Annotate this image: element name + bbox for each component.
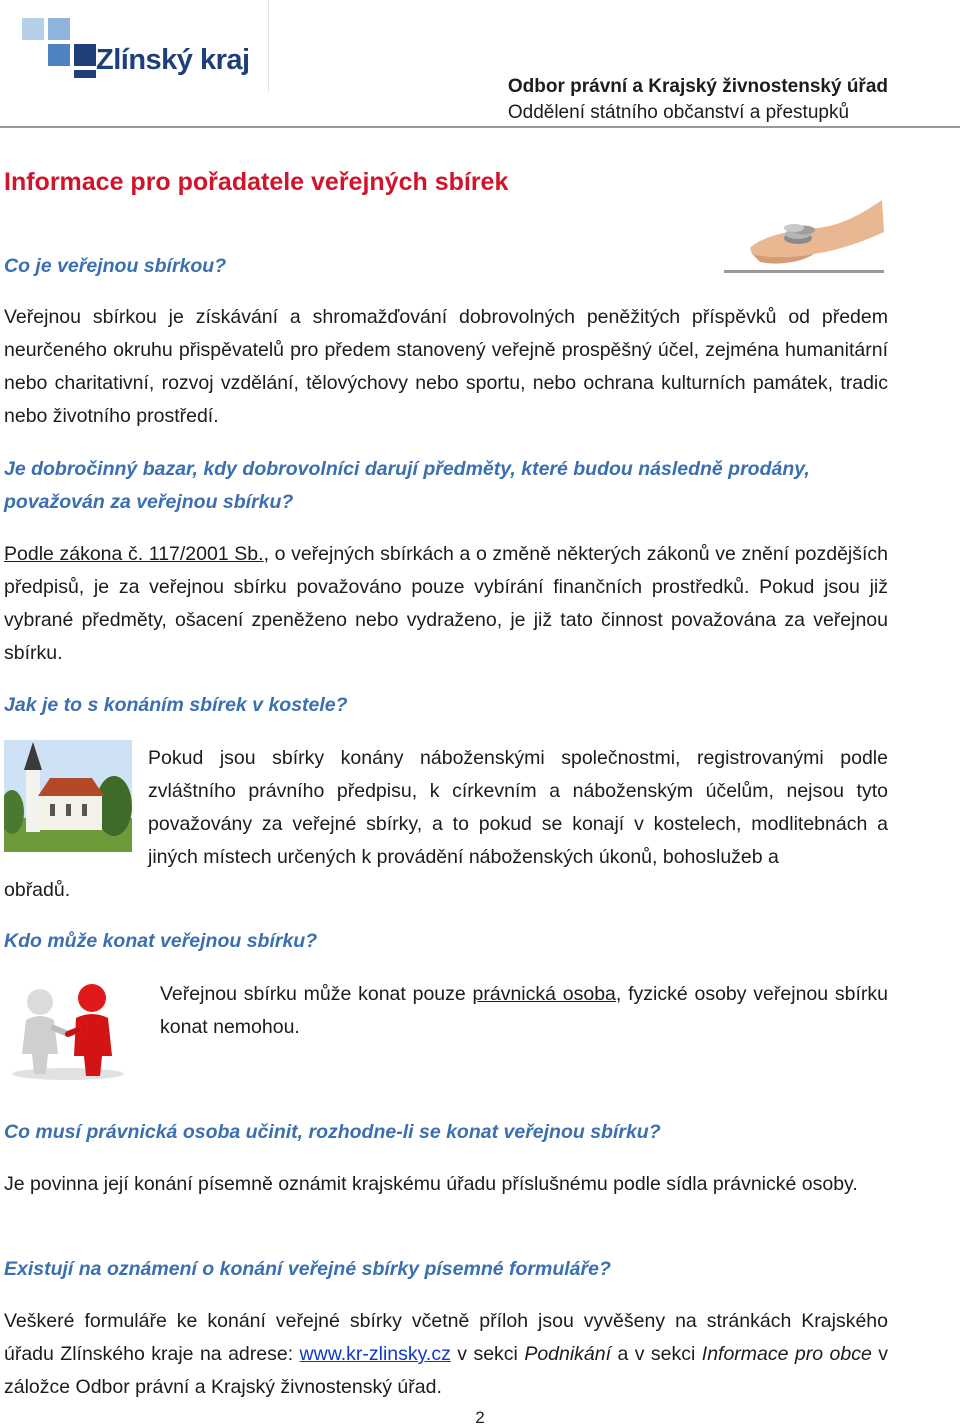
section-name: Oddělení státního občanství a přestupků bbox=[507, 102, 850, 123]
handshake-people-illustration bbox=[4, 974, 132, 1082]
header-divider bbox=[268, 0, 269, 92]
header-rule bbox=[0, 126, 960, 128]
logo-text: Zlínský kraj bbox=[96, 44, 250, 76]
kr-zlinsky-link[interactable]: www.kr-zlinsky.cz bbox=[299, 1343, 451, 1365]
answer-church-collections-tail: obřadů. bbox=[4, 879, 71, 901]
answer-legal-entity-duty: Je povinna její konání písemně oznámit krajskému úřadu příslušnému podle sídla právnické osoby. bbox=[4, 1173, 858, 1195]
question-church-collections: Jak je to s konáním sbírek v kostele? bbox=[4, 694, 348, 716]
department-block bbox=[508, 74, 888, 126]
zlinsky-kraj-logo bbox=[22, 18, 272, 88]
question-what-is-public-collection: Co je veřejnou sbírkou? bbox=[4, 255, 227, 277]
department-name: Odbor právní a Krajský živnostenský úřad bbox=[507, 76, 888, 97]
legal-entity-term: právnická osoba bbox=[472, 983, 616, 1005]
answer-church-collections: Pokud jsou sbírky konány náboženskými společnostmi, registrovanými podle zvláštního právního předpisu, k církevním a náboženským účelům, nejsou tyto považovány za veřejné sbírky, a to pokud se konají v kostelech, modlitebnách a jiných místech určených k provádění náboženských úkonů, bohoslužeb a bbox=[148, 747, 888, 868]
question-who-can-organize: Kdo může konat veřejnou sbírku? bbox=[4, 930, 318, 952]
page-number: 2 bbox=[475, 1408, 485, 1427]
answer-what-is-public-collection: Veřejnou sbírkou je získávání a shromažďování dobrovolných peněžitých příspěvků od předem neurčeného okruhu přispěvatelů pro předem stanovený veřejně prospěšný účel, zejména humanitární nebo charitativní, rozvoj vzdělání, tělovýchovy nebo sportu, nebo ochrana kulturních památek, tradic nebo životního prostředí. bbox=[4, 306, 888, 427]
law-reference: Podle zákona č. 117/2001 Sb. bbox=[4, 543, 264, 565]
page-header bbox=[0, 0, 960, 128]
church-photo bbox=[4, 740, 132, 852]
question-legal-entity-duty: Co musí právnická osoba učinit, rozhodne-li se konat veřejnou sbírku? bbox=[4, 1121, 661, 1143]
hand-with-coins-illustration bbox=[722, 192, 886, 276]
answer-forms: Veškeré formuláře ke konání veřejné sbírky včetně příloh jsou vyvěšeny na stránkách Krajského úřadu Zlínského kraje na adrese: www.kr-zlinsky.cz v sekci Podnikání a v sekci Informace pro obce v záložce Odbor právní a Krajský živnostenský úřad. bbox=[4, 1310, 888, 1398]
question-charity-bazaar: Je dobročinný bazar, kdy dobrovolníci darují předměty, které budou následně prodány, považován za veřejnou sbírku? bbox=[4, 458, 810, 513]
answer-charity-bazaar: Podle zákona č. 117/2001 Sb., o veřejných sbírkách a o změně některých zákonů ve znění pozdějších předpisů, je za veřejnou sbírku považováno pouze vybírání finančních prostředků. Pokud jsou již vybrané předměty, ošacení zpeněženo nebo vydraženo, je již tato činnost považována za veřejnou sbírku. bbox=[4, 543, 889, 664]
section-informace-pro-obce: Informace pro obce bbox=[701, 1343, 872, 1365]
page-title: Informace pro pořadatele veřejných sbírek bbox=[4, 168, 509, 196]
answer-who-can-organize: Veřejnou sbírku může konat pouze právnická osoba, fyzické osoby veřejnou sbírku konat nemohou. bbox=[160, 983, 888, 1038]
question-forms: Existují na oznámení o konání veřejné sbírky písemné formuláře? bbox=[4, 1258, 611, 1280]
section-podnikani: Podnikání bbox=[524, 1343, 612, 1365]
